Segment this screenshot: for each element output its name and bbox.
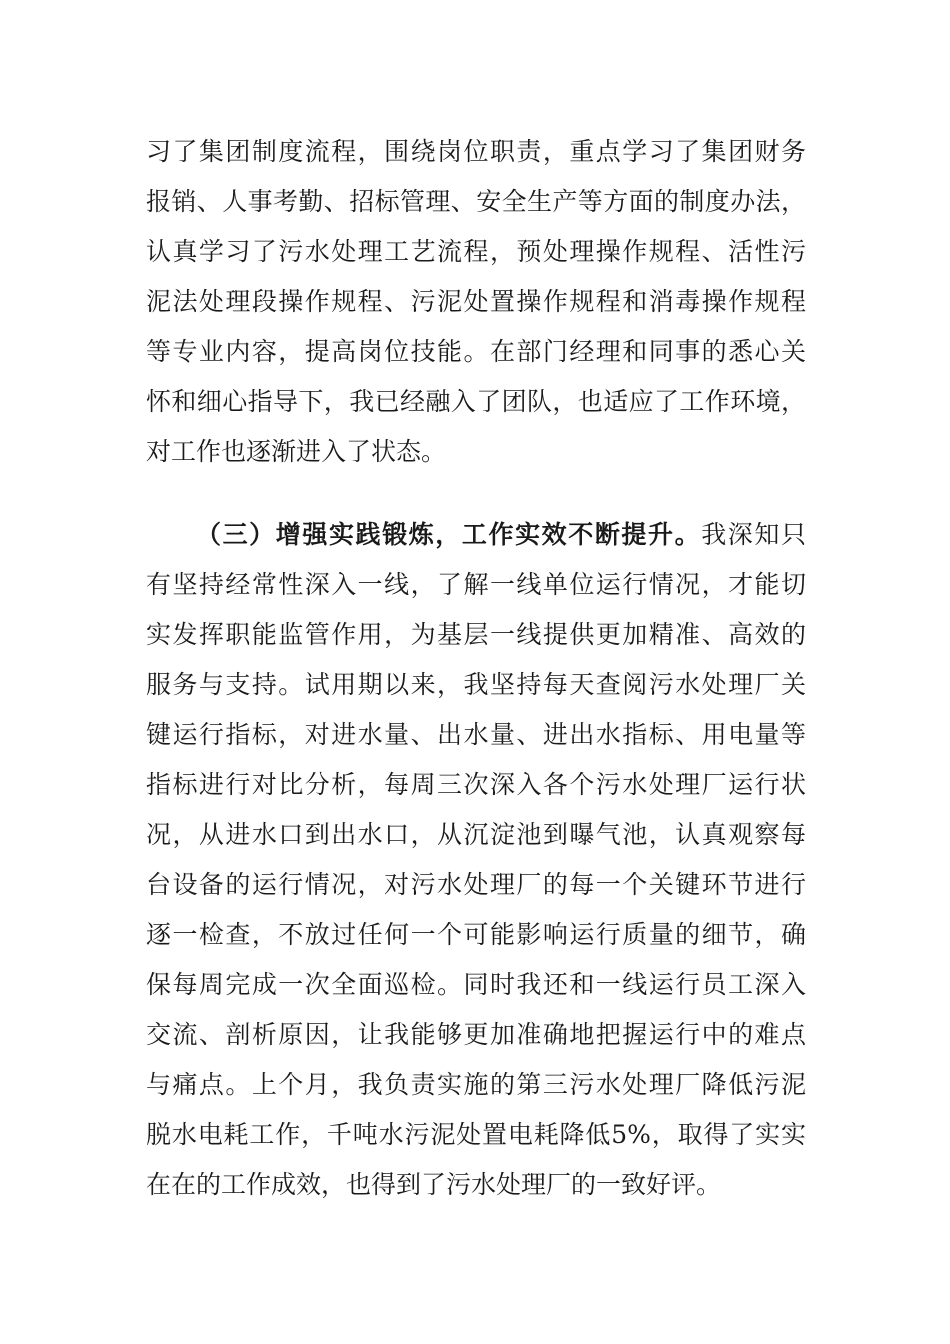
- paragraph-2-line: 实发挥职能监管作用，为基层一线提供更加精准、高效的: [146, 620, 806, 649]
- paragraph-2-first-line-rest: 我深知只: [701, 520, 806, 549]
- paragraph-2-first-line: [146, 510, 806, 560]
- section-heading: （三）增强实践锻炼，工作实效不断提升。: [196, 520, 702, 549]
- paragraph-2-line: 台设备的运行情况，对污水处理厂的每一个关键环节进行: [146, 870, 806, 899]
- paragraph-2-line: 保每周完成一次全面巡检。同时我还和一线运行员工深入: [146, 970, 806, 999]
- paragraph-2-line: 键运行指标，对进水量、出水量、进出水指标、用电量等: [146, 720, 806, 749]
- paragraph-2-line: 逐一检查，不放过任何一个可能影响运行质量的细节，确: [146, 920, 806, 949]
- paragraph-1-line: 泥法处理段操作规程、污泥处置操作规程和消毒操作规程: [146, 287, 806, 316]
- paragraph-2-line: 脱水电耗工作，千吨水污泥处置电耗降低5%，取得了实实: [146, 1120, 806, 1149]
- paragraph-2: [146, 510, 806, 1210]
- paragraph-2-line: 指标进行对比分析，每周三次深入各个污水处理厂运行状: [146, 770, 806, 799]
- paragraph-1-line: 报销、人事考勤、招标管理、安全生产等方面的制度办法，: [146, 187, 806, 216]
- paragraph-2-line: 服务与支持。试用期以来，我坚持每天查阅污水处理厂关: [146, 670, 806, 699]
- paragraph-2-line: 况，从进水口到出水口，从沉淀池到曝气池，认真观察每: [146, 820, 806, 849]
- paragraph-1-line: 怀和细心指导下，我已经融入了团队，也适应了工作环境，: [146, 387, 806, 416]
- paragraph-2-line: 交流、剖析原因，让我能够更加准确地把握运行中的难点: [146, 1020, 806, 1049]
- paragraph-1-line: 等专业内容，提高岗位技能。在部门经理和同事的悉心关: [146, 337, 806, 366]
- paragraph-2-line: 与痛点。上个月，我负责实施的第三污水处理厂降低污泥: [146, 1070, 806, 1099]
- paragraph-1-line: 习了集团制度流程，围绕岗位职责，重点学习了集团财务: [146, 137, 806, 166]
- paragraph-2-line: 有坚持经常性深入一线，了解一线单位运行情况，才能切: [146, 570, 806, 599]
- paragraph-1: [146, 127, 806, 477]
- paragraph-1-line: 认真学习了污水处理工艺流程，预处理操作规程、活性污: [146, 237, 806, 266]
- paragraph-1-line: 对工作也逐渐进入了状态。: [146, 437, 447, 466]
- paragraph-2-line: 在在的工作成效，也得到了污水处理厂的一致好评。: [146, 1170, 722, 1199]
